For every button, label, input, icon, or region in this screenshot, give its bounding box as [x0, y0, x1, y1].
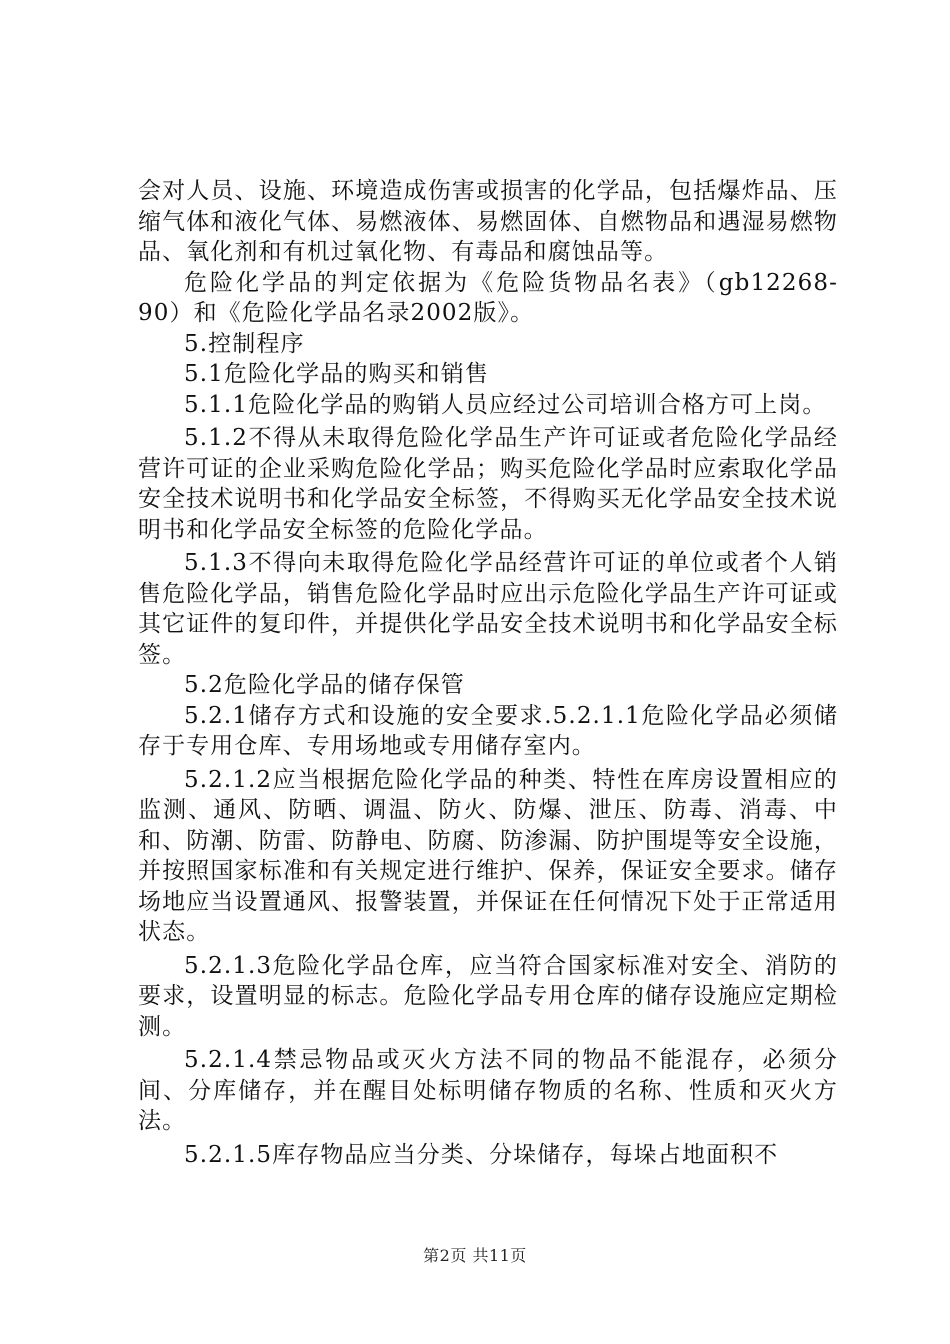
paragraph-5-1-3: 5.1.3不得向未取得危险化学品经营许可证的单位或者个人销售危险化学品，销售危险化学品时应出示危险化学品生产许可证或其它证件的复印件，并提供化学品安全技术说明书和化学品安全标签。: [138, 550, 838, 668]
section-heading-storage: 5.2危险化学品的储存保管: [184, 672, 465, 698]
paragraph-5-2-1-2: 5.2.1.2应当根据危险化学品的种类、特性在库房设置相应的监测、通风、防晒、调温、防火、防爆、泄压、防毒、消毒、中和、防潮、防雷、防静电、防腐、防渗漏、防护围堤等安全设施，并按照国家标准和有关规定进行维护、保养，保证安全要求。储存场地应当设置通风、报警装置，并保证在任何情况下处于正常适用状态。: [138, 766, 838, 945]
paragraph-5-2-1: 5.2.1储存方式和设施的安全要求.5.2.1.1危险化学品必须储存于专用仓库、专用场地或专用储存室内。: [138, 702, 838, 759]
section-heading-control-procedure: 5.控制程序: [184, 330, 305, 357]
page-number-footer: 第2页 共11页: [423, 1246, 527, 1265]
paragraph-identification-basis: 危险化学品的判定依据为《危险货物品名表》（gb12268-90）和《危险化学品名录2002版》。: [138, 269, 838, 326]
document-body: [138, 176, 838, 1170]
section-heading-purchase-sales: 5.1危险化学品的购买和销售: [184, 361, 489, 387]
paragraph-5-1-1: 5.1.1危险化学品的购销人员应经过公司培训合格方可上岗。: [184, 391, 827, 418]
paragraph-5-2-1-3: 5.2.1.3危险化学品仓库，应当符合国家标准对安全、消防的要求，设置明显的标志。危险化学品专用仓库的储存设施应定期检测。: [138, 952, 838, 1040]
paragraph-5-2-1-4: 5.2.1.4禁忌物品或灭火方法不同的物品不能混存，必须分间、分库储存，并在醒目处标明储存物质的名称、性质和灭火方法。: [138, 1047, 838, 1134]
paragraph-5-1-2: 5.1.2不得从未取得危险化学品生产许可证或者危险化学品经营许可证的企业采购危险化学品；购买危险化学品时应索取化学品安全技术说明书和化学品安全标签，不得购买无化学品安全技术说明书和化学品安全标签的危险化学品。: [138, 425, 838, 543]
paragraph-hazard-definition: 会对人员、设施、环境造成伤害或损害的化学品，包括爆炸品、压缩气体和液化气体、易燃液体、易燃固体、自燃物品和遇湿易燃物品、氧化剂和有机过氧化物、有毒品和腐蚀品等。: [138, 178, 838, 265]
paragraph-5-2-1-5: 5.2.1.5库存物品应当分类、分垛储存，每垛占地面积不: [184, 1141, 779, 1168]
